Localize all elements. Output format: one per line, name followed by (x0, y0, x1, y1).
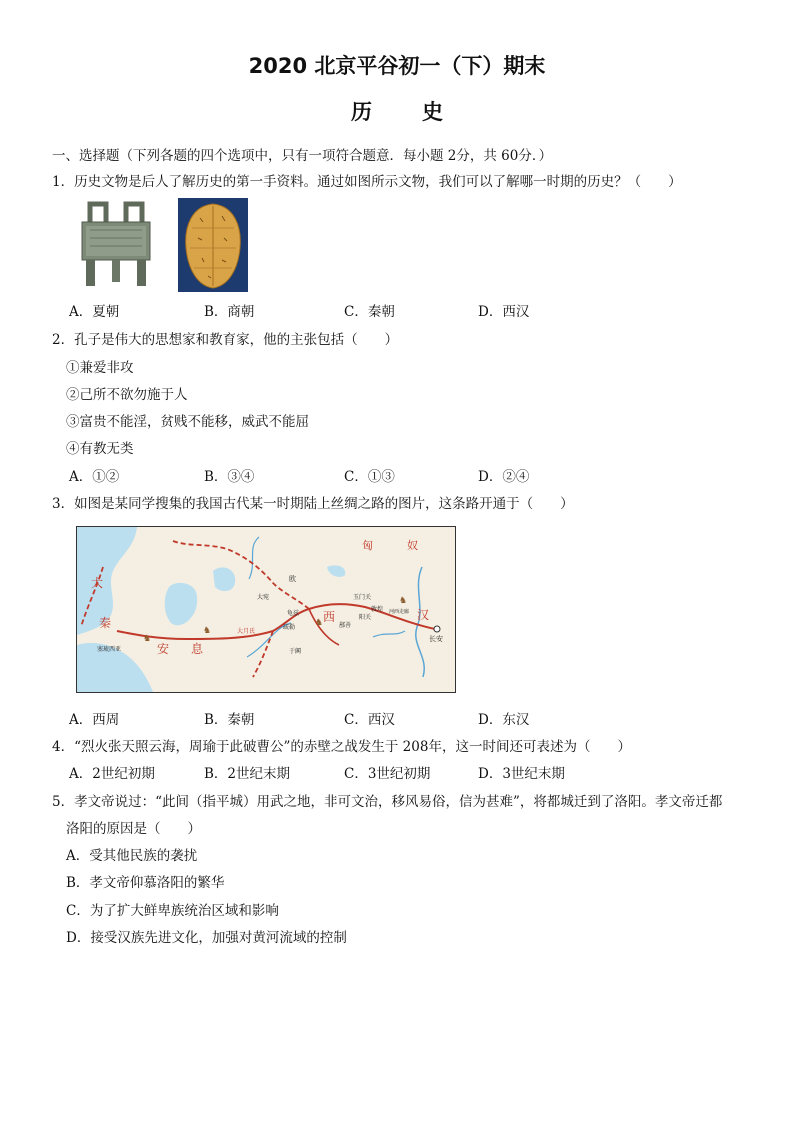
map-label-dayuan: 大宛 (257, 594, 270, 601)
map-label-yutian: 于阗 (289, 648, 302, 655)
q1-option-b[interactable]: B．商朝 (204, 304, 255, 320)
q1-option-c[interactable]: C．秦朝 (344, 304, 395, 320)
q5-option-c[interactable]: C．为了扩大鲜卑族统治区域和影响 (66, 903, 279, 919)
section-heading: 一、选择题（下列各题的四个选项中，只有一项符合题意．每小题 2分，共 60分．） (52, 148, 553, 164)
map-label-xi: 西 (323, 610, 336, 624)
map-label-yumenguan: 玉门关 (353, 594, 372, 601)
q4-option-a[interactable]: A．2世纪初期 (69, 766, 155, 782)
q5-option-a[interactable]: A．受其他民族的袭扰 (66, 848, 198, 864)
map-label-an: 安 (157, 642, 170, 656)
q2-option-d[interactable]: D．②④ (478, 469, 530, 485)
question-5-stem-line1: 5．孝文帝说过：“此间（指平城）用武之地，非可文治，移风易俗，信为甚难”，将都城迁到了洛阳。孝文帝迁都 (52, 794, 723, 810)
map-label-hexi: 河西走廊 (389, 609, 410, 615)
map-label-da: 大 (91, 576, 104, 590)
camel-icon: ♞ (399, 596, 408, 606)
q4-option-d[interactable]: D．3世纪末期 (478, 766, 565, 782)
map-label-xiongnu-2: 奴 (407, 539, 418, 552)
question-1-stem: 1．历史文物是后人了解历史的第一手资料。通过如图所示文物，我们可以了解哪一时期的历史？（ ） (52, 174, 682, 190)
silk-road-map (76, 526, 456, 693)
map-label-qiuci: 龟兹 (287, 610, 300, 617)
bronze-ding-image (76, 200, 156, 292)
q2-item-1: ①兼爱非攻 (66, 360, 134, 376)
map-label-han: 汉 (417, 608, 430, 622)
q2-item-4: ④有教无类 (66, 441, 134, 457)
q2-item-2: ②己所不欲勿施于人 (66, 387, 188, 403)
map-label-changan: 长安 (429, 635, 443, 643)
map-label-dayuezhi: 大月氏 (237, 628, 256, 635)
map-label-selucid: 塞琉西亚 (97, 646, 122, 653)
q2-item-3: ③富贵不能淫，贫贱不能移，威武不能屈 (66, 414, 309, 430)
q3-option-c[interactable]: C．西汉 (344, 712, 395, 728)
question-4-stem: 4．“烈火张天照云海，周瑜于此破曹公”的赤壁之战发生于 208年，这一时间还可表述为（ ） (52, 739, 631, 755)
q1-option-a[interactable]: A．夏朝 (69, 304, 120, 320)
q3-option-b[interactable]: B．秦朝 (204, 712, 255, 728)
q2-option-c[interactable]: C．①③ (344, 469, 395, 485)
map-label-yangguan: 阳关 (359, 614, 372, 621)
q1-option-d[interactable]: D．西汉 (478, 304, 530, 320)
q2-option-b[interactable]: B．③④ (204, 469, 255, 485)
map-label-shule: 疏勒 (283, 624, 296, 631)
map-label-xi-parthia: 息 (191, 642, 204, 656)
q2-option-a[interactable]: A．①② (69, 469, 120, 485)
exam-title: 2020 北京平谷初一（下）期末 (248, 54, 546, 78)
camel-icon: ♞ (143, 634, 152, 644)
q3-option-d[interactable]: D．东汉 (478, 712, 530, 728)
q5-option-b[interactable]: B．孝文帝仰慕洛阳的繁华 (66, 875, 225, 891)
map-label-shanshan: 鄯善 (339, 622, 352, 629)
camel-icon: ♞ (315, 618, 324, 628)
q5-option-d[interactable]: D．接受汉族先进文化，加强对黄河流域的控制 (66, 930, 347, 946)
subject-title: 历史 (351, 100, 493, 124)
question-5-stem-line2: 洛阳的原因是（ ） (66, 821, 201, 837)
camel-icon: ♞ (203, 626, 212, 636)
map-label-yu: 欧 (289, 575, 296, 583)
map-label-xiongnu-1: 匈 (362, 539, 373, 552)
q4-option-c[interactable]: C．3世纪初期 (344, 766, 431, 782)
map-label-qin: 秦 (99, 616, 112, 630)
question-2-stem: 2．孔子是伟大的思想家和教育家，他的主张包括（ ） (52, 332, 399, 348)
q4-option-b[interactable]: B．2世纪末期 (204, 766, 291, 782)
question-3-stem: 3．如图是某同学搜集的我国古代某一时期陆上丝绸之路的图片，这条路开通于（ ） (52, 496, 574, 512)
map-label-dunhuang: 敦煌 (371, 606, 384, 613)
q3-option-a[interactable]: A．西周 (69, 712, 120, 728)
oracle-bone-image (178, 198, 248, 292)
